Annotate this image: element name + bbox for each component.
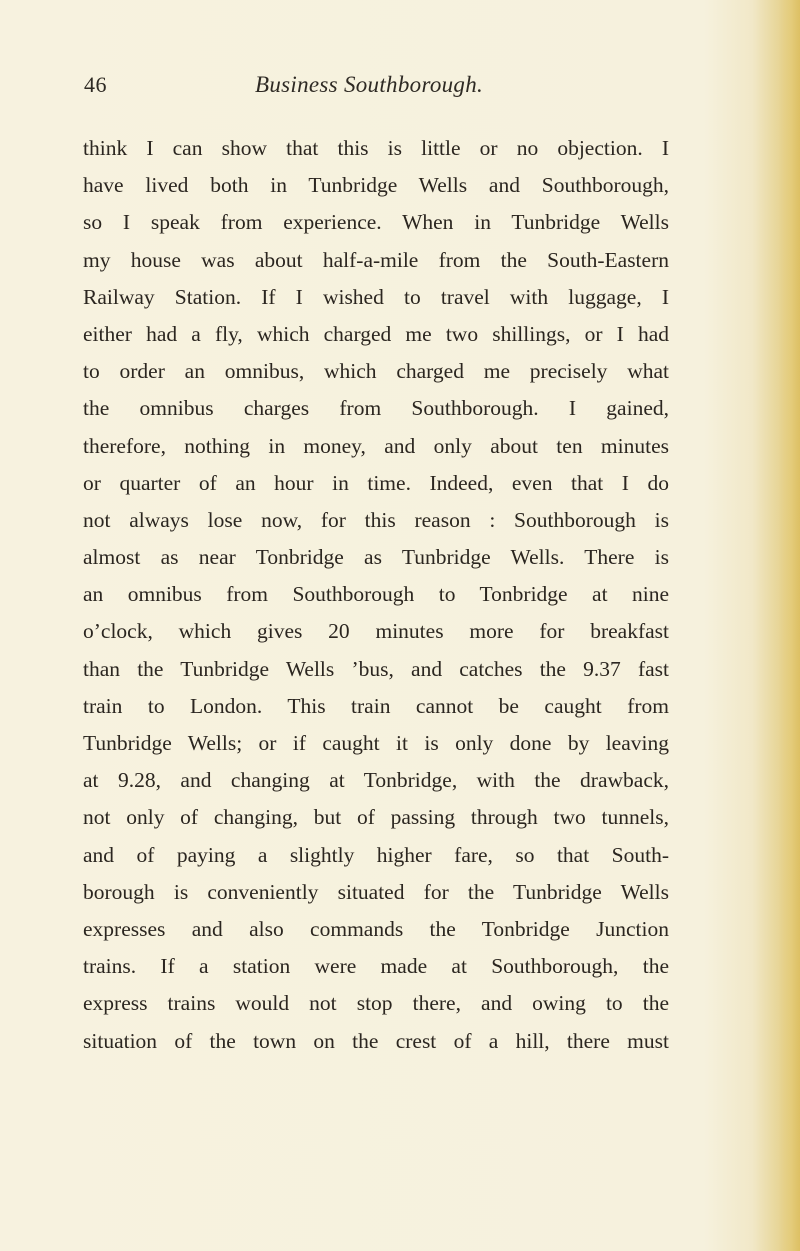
text-line: the omnibus charges from Southborough. I gained, [83, 396, 669, 421]
text-line: have lived both in Tunbridge Wells and Southborough, [83, 173, 669, 198]
text-line: o’clock, which gives 20 minutes more for breakfast [83, 619, 669, 644]
text-line: borough is conveniently situated for the Tunbridge Wells [83, 879, 669, 904]
text-line: an omnibus from Southborough to Tonbridge at nine [83, 582, 669, 607]
text-line: train to London. This train cannot be caught from [83, 693, 669, 718]
text-line: expresses and also commands the Tonbridge Junction [83, 916, 669, 941]
text-line: think I can show that this is little or no objection. I [83, 136, 669, 160]
body-text [83, 130, 669, 1060]
text-line: and of paying a slightly higher fare, so that South- [83, 842, 669, 867]
text-line: not always lose now, for this reason : Southborough is [83, 507, 669, 532]
text-line: therefore, nothing in money, and only about ten minutes [83, 433, 669, 458]
text-line: or quarter of an hour in time. Indeed, even that I do [83, 470, 669, 495]
text-line: express trains would not stop there, and owing to the [83, 991, 669, 1016]
text-line: almost as near Tonbridge as Tunbridge Wells. There is [83, 545, 669, 570]
page-edge-shading [778, 0, 800, 1251]
text-line: trains. If a station were made at Southborough, the [83, 954, 669, 979]
text-line: my house was about half-a-mile from the South-Eastern [83, 247, 669, 272]
text-line: to order an omnibus, which charged me precisely what [83, 359, 669, 384]
page-header [84, 72, 684, 108]
running-head: Business Southborough. [255, 72, 484, 97]
text-line: so I speak from experience. When in Tunbridge Wells [83, 210, 669, 235]
text-line: Tunbridge Wells; or if caught it is only done by leaving [83, 731, 669, 755]
text-line: Railway Station. If I wished to travel with luggage, I [83, 284, 669, 309]
text-line: not only of changing, but of passing through two tunnels, [83, 805, 669, 830]
text-line: situation of the town on the crest of a hill, there must [83, 1028, 669, 1053]
text-line: at 9.28, and changing at Tonbridge, with the drawback, [83, 768, 669, 793]
text-line: than the Tunbridge Wells ’bus, and catches the 9.37 fast [83, 656, 669, 681]
text-line: either had a fly, which charged me two shillings, or I had [83, 321, 669, 346]
page-number: 46 [84, 72, 107, 97]
